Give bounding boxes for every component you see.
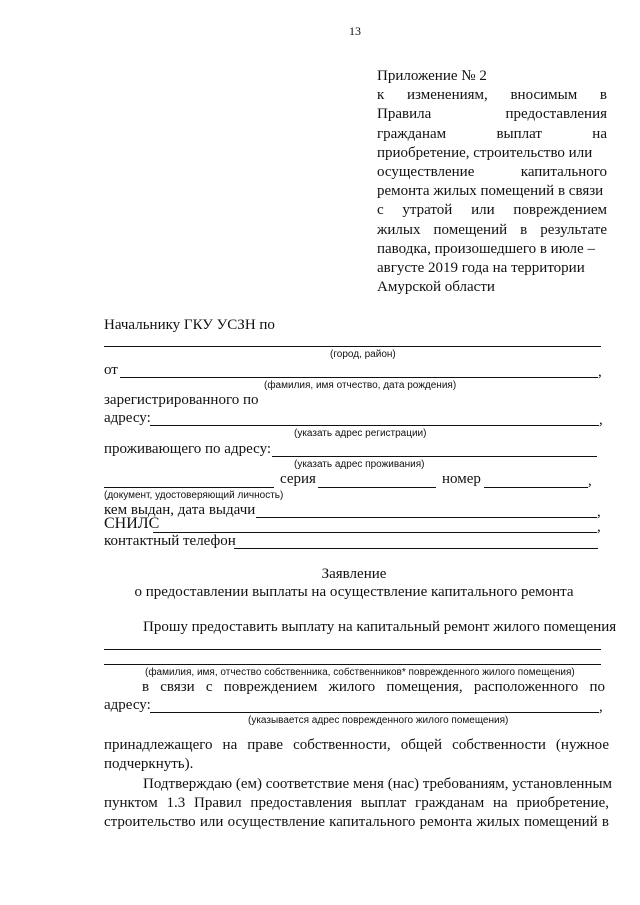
confirm-line: пунктом 1.3 Правил предоставления выплат гражданам на приобретение, [104, 795, 609, 811]
appendix-line: Амурской области [377, 279, 495, 296]
number-comma: , [588, 473, 592, 489]
appendix-title: Приложение № 2 [377, 68, 487, 84]
damaged-address-field-line[interactable] [150, 712, 599, 713]
registered-label: зарегистрированного по [104, 392, 259, 408]
confirm-line: Подтверждаю (ем) соответствие меня (нас) требованиям, установленным [143, 776, 613, 792]
snils-label: СНИЛС [104, 515, 160, 532]
damage-text: в связи с повреждением жилого помещения, расположенного по [142, 679, 605, 695]
request-text: Прошу предоставить выплату на капитальный ремонт жилого помещения [143, 619, 617, 635]
series-field-line[interactable] [318, 487, 436, 488]
number-label: номер [442, 471, 481, 487]
issued-label: кем выдан, дата выдачи [104, 502, 256, 518]
appendix-block [377, 67, 607, 297]
res-address-field-line[interactable] [272, 456, 597, 457]
document-type-field-line[interactable] [104, 487, 274, 488]
from-comma: , [598, 364, 602, 380]
statement-title: Заявление [321, 566, 387, 582]
appendix-line: ремонта жилых помещений в связи [377, 183, 604, 200]
reg-address-label: адресу: [104, 410, 151, 426]
appendix-line: гражданам выплат на [377, 125, 607, 142]
damaged-address-comma: , [599, 699, 603, 715]
appendix-line: к изменениям, вносимым в [377, 87, 607, 104]
document-hint: (документ, удостоверяющий личность) [104, 490, 284, 501]
ownership-text: принадлежащего на праве собственности, общей собственности (нужное подчеркнуть). [104, 737, 609, 772]
city-hint: (город, район) [330, 349, 396, 360]
appendix-line: осуществление капитального [377, 163, 607, 180]
damaged-address-label: адресу: [104, 697, 151, 713]
residing-label: проживающего по адресу: [104, 441, 272, 457]
appendix-line: с утратой или повреждением [377, 202, 607, 219]
snils-comma: , [597, 519, 601, 535]
phone-field-line[interactable] [234, 548, 598, 549]
reg-address-hint: (указать адрес регистрации) [294, 428, 427, 439]
issued-comma: , [597, 504, 601, 520]
owner-field-line-1[interactable] [104, 649, 601, 650]
name-field-line[interactable] [120, 377, 598, 378]
reg-address-comma: , [599, 412, 603, 428]
name-hint: (фамилия, имя отчество, дата рождения) [264, 380, 457, 391]
page-number: 13 [349, 24, 361, 38]
issued-field-line[interactable] [256, 517, 597, 518]
phone-label: контактный телефон [104, 533, 236, 549]
reg-address-field-line[interactable] [150, 425, 599, 426]
appendix-line: паводка, произошедшего в июле – [377, 240, 595, 257]
owner-field-line-2[interactable] [104, 664, 601, 665]
series-label: серия [280, 471, 316, 487]
owner-hint: (фамилия, имя, отчество собственника, собственников* поврежденного жилого помещения) [145, 667, 575, 678]
appendix-line: Правила предоставления [377, 106, 607, 123]
number-field-line[interactable] [484, 487, 588, 488]
city-field-line[interactable] [104, 346, 601, 347]
appendix-line: августе 2019 года на территории [377, 259, 585, 276]
statement-subtitle: о предоставлении выплаты на осуществление капитального ремонта [134, 584, 574, 600]
from-label: от [104, 362, 118, 378]
appendix-line: жилых помещений в результате [377, 221, 607, 238]
appendix-line: приобретение, строительство или [377, 144, 593, 161]
damaged-address-hint: (указывается адрес поврежденного жилого помещения) [248, 715, 509, 726]
res-address-hint: (указать адрес проживания) [294, 459, 425, 470]
confirm-line: строительство или осуществление капитального ремонта жилых помещений в [104, 814, 609, 830]
addressee-label: Начальнику ГКУ УСЗН по [104, 317, 275, 333]
